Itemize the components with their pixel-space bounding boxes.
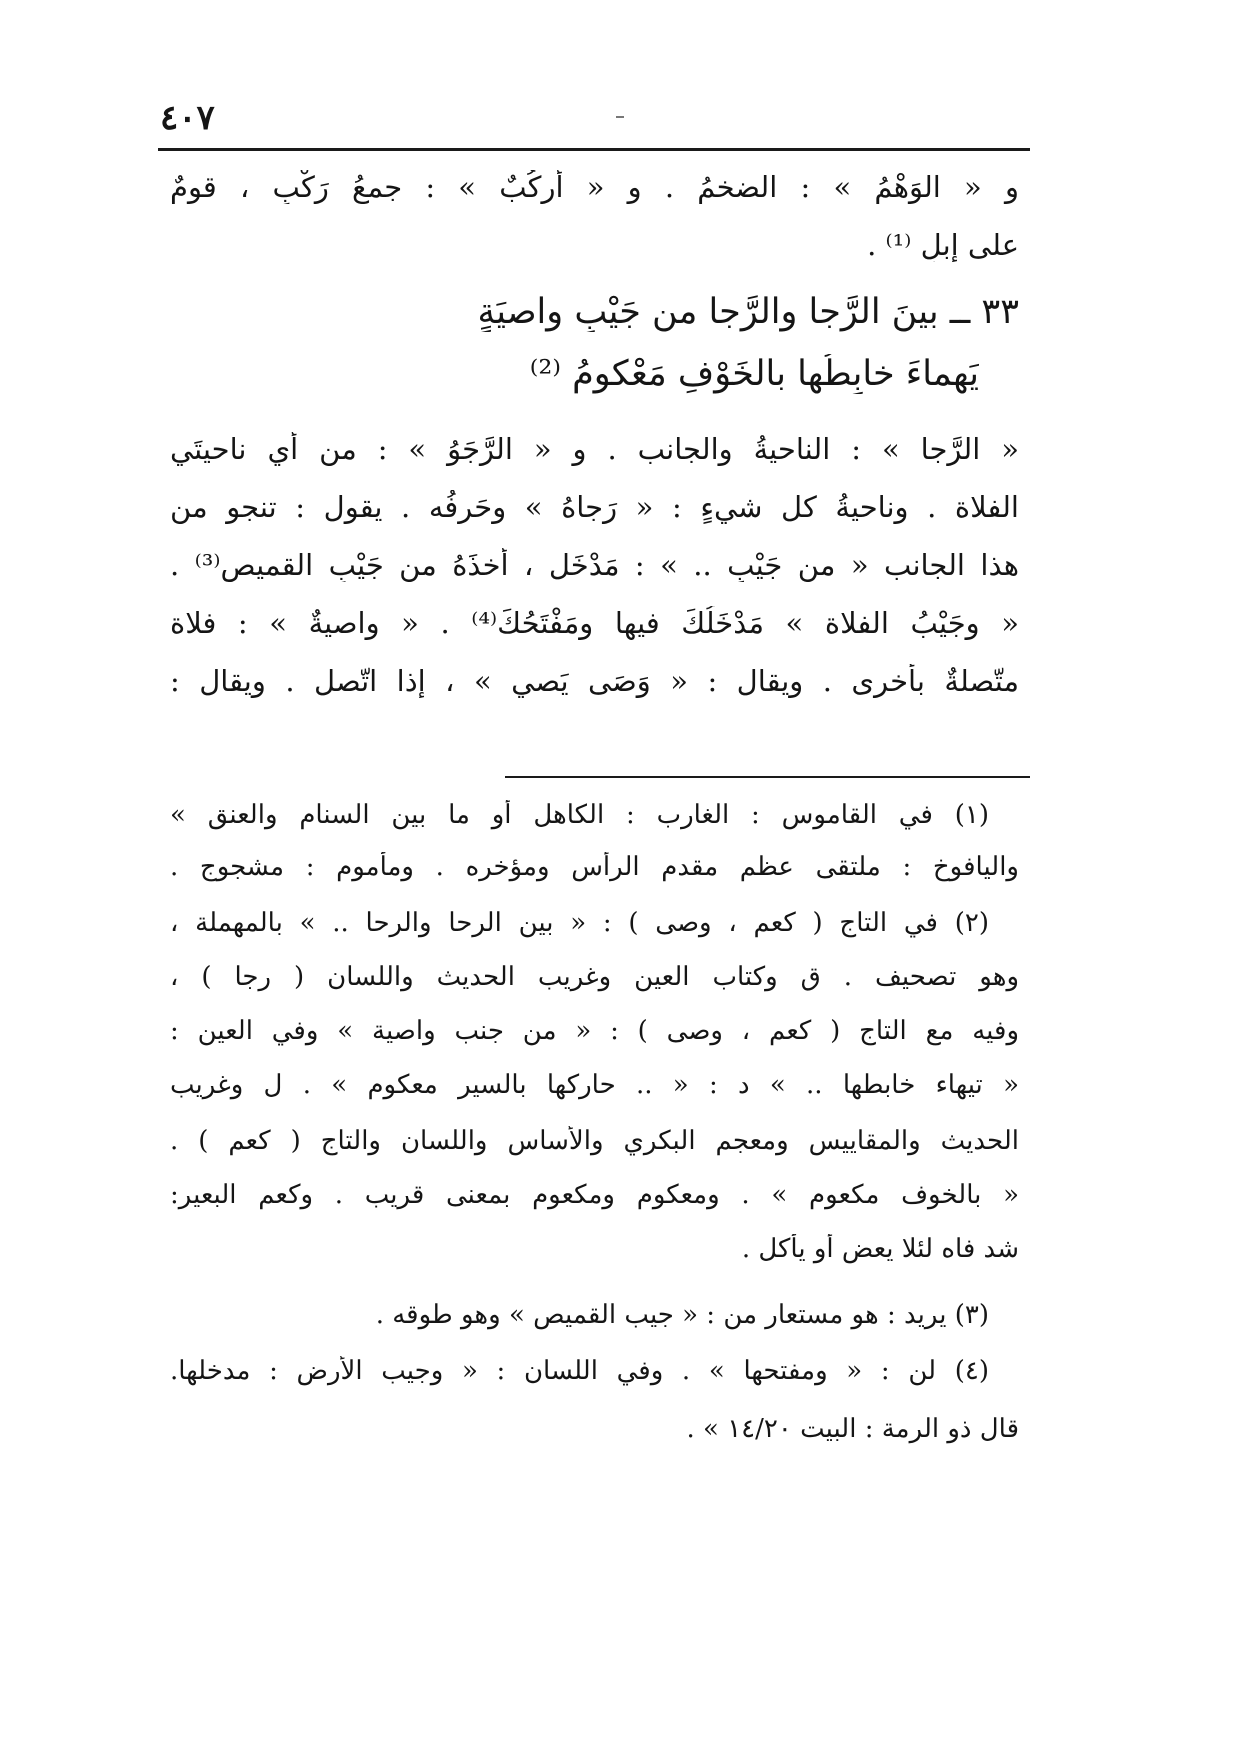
commentary-line: الفلاة . وناحيةُ كل شيءٍ : « رَجاهُ » وحَرفُه . يقول : تنجو من — [170, 490, 1019, 524]
footnote-line: (١) في القاموس : الغارب : الكاهل أو ما بين السنام والعنق » — [170, 800, 989, 830]
footnote-line: وهو تصحيف . ق وكتاب العين وغريب الحديث واللسان ( رجا ) ، — [170, 962, 1019, 992]
footnote-line: « بالخوف مكعوم » . ومعكوم ومكعوم بمعنى قريب . وكعم البعير: — [170, 1180, 1019, 1210]
footnote-line: قال ذو الرمة : البيت ١٤/٢٠ » . — [686, 1414, 1019, 1444]
footnote-rule — [505, 776, 1030, 778]
footnote-line: وفيه مع التاج ( كعم ، وصى ) : « من جنب واصية » وفي العين : — [170, 1016, 1019, 1046]
verse-first-half: ٣٣ ــ بينَ الرَّجا والرَّجا من جَيْبٍ واصيَةٍ — [477, 292, 1019, 332]
page-number: ٤٠٧ — [160, 98, 215, 138]
footnote-line: (٤) لن : « ومفتحها » . وفي اللسان : « وجيب الأرض : مدخلها. — [170, 1356, 989, 1386]
footnote-line: (٣) يريد : هو مستعار من : « جيب القميص » وهو طوقه . — [375, 1300, 989, 1330]
body-line: على إبلٍ ⁽¹⁾ . — [867, 228, 1019, 262]
footnote-line: « تيهاء خابطها .. » د : « .. حاركها بالسير معكوم » . ل وغريب — [170, 1070, 1019, 1100]
footnote-line: شد فاه لئلا يعض أو يأكل . — [741, 1234, 1019, 1264]
body-line: و « الوَهْمُ » : الضخمُ . و « أركُبٌ » : جمعُ رَكْبٍ ، قومٌ — [170, 170, 1019, 204]
footnote-line: واليافوخ : ملتقى عظم مقدم الرأس ومؤخره . ومأموم : مشجوج . — [170, 852, 1019, 882]
verse-second-half: يَهماءَ خابِطُها بالخَوْفِ مَعْكومُ ⁽²⁾ — [529, 354, 979, 394]
commentary-line: « وجَيْبُ الفلاة » مَدْخَلُكَ فيها ومَفْتَحُكَ⁽⁴⁾ . « واصيةٌ » : فلاة — [170, 606, 1019, 640]
print-speck — [616, 116, 624, 118]
commentary-line: متّصلةٌ بأخرى . ويقال : « وَصَى يَصي » ، إذا اتّصل . ويقال : — [170, 664, 1019, 698]
commentary-line: هذا الجانب « من جَيْبٍ .. » : مَدْخَل ، أخذَهُ من جَيْبِ القميص⁽³⁾ . — [170, 548, 1019, 582]
footnote-line: (٢) في التاج ( كعم ، وصى ) : « بين الرحا والرحا .. » بالمهملة ، — [170, 908, 989, 938]
header-rule — [158, 148, 1030, 151]
footnote-line: الحديث والمقاييس ومعجم البكري والأساس واللسان والتاج ( كعم ) . — [170, 1126, 1019, 1156]
commentary-line: « الرَّجا » : الناحيةُ والجانب . و « الرَّجَوُ » : من أي ناحيتَي — [170, 432, 1019, 466]
